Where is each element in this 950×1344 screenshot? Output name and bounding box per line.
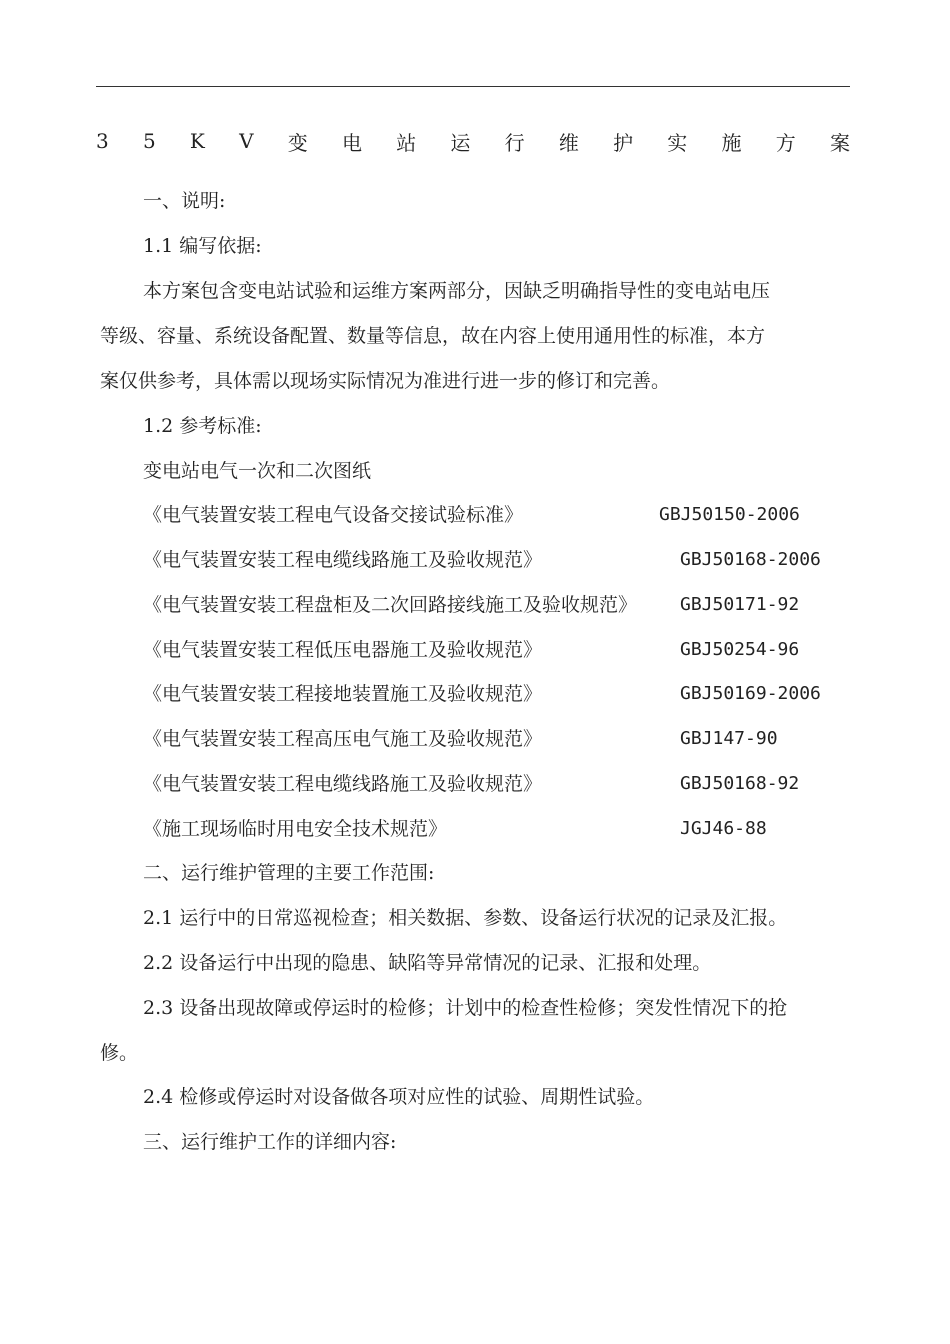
- reference-code: GBJ50168-2006: [680, 549, 821, 570]
- reference-title: 《电气装置安装工程电缆线路施工及验收规范》: [143, 773, 543, 795]
- basis-paragraph-line-2: 等级、容量、系统设备配置、数量等信息，故在内容上使用通用性的标准，本方: [100, 325, 766, 347]
- subsection-1-1-heading: 1.1 编写依据:: [143, 235, 262, 257]
- title-char: 运: [450, 130, 471, 155]
- scope-item-2-3-line-2: 修。: [100, 1042, 139, 1064]
- subsection-1-2-heading: 1.2 参考标准:: [143, 415, 262, 437]
- scope-item-2-2: 2.2 设备运行中出现的隐患、缺陷等异常情况的记录、汇报和处理。: [143, 952, 712, 974]
- reference-title: 《电气装置安装工程高压电气施工及验收规范》: [143, 728, 543, 750]
- title-char: 施: [721, 130, 742, 155]
- reference-code: JGJ46-88: [680, 818, 767, 839]
- section3-heading: 三、运行维护工作的详细内容:: [143, 1131, 397, 1153]
- title-char: 变: [287, 130, 308, 155]
- title-char: K: [189, 129, 205, 153]
- reference-title: 《施工现场临时用电安全技术规范》: [143, 818, 448, 840]
- title-char: 行: [504, 130, 525, 155]
- reference-code: GBJ50171-92: [680, 594, 800, 615]
- reference-code: GBJ50254-96: [680, 639, 800, 660]
- title-char: 站: [396, 130, 417, 155]
- reference-title: 《电气装置安装工程接地装置施工及验收规范》: [143, 683, 543, 705]
- title-char: V: [239, 129, 254, 153]
- reference-title: 《电气装置安装工程电气设备交接试验标准》: [143, 504, 524, 526]
- basis-paragraph-line-1: 本方案包含变电站试验和运维方案两部分，因缺乏明确指导性的变电站电压: [143, 280, 771, 302]
- reference-code: GBJ50168-92: [680, 773, 800, 794]
- title-char: 维: [558, 130, 579, 155]
- scope-item-2-1: 2.1 运行中的日常巡视检查；相关数据、参数、设备运行状况的记录及汇报。: [143, 907, 788, 929]
- basis-paragraph-line-3: 案仅供参考，具体需以现场实际情况为准进行进一步的修订和完善。: [100, 370, 671, 392]
- title-char: 5: [142, 129, 156, 153]
- document-title: [96, 126, 850, 156]
- title-char: 方: [775, 130, 796, 155]
- reference-title: 《电气装置安装工程盘柜及二次回路接线施工及验收规范》: [143, 594, 638, 616]
- title-char: 3: [96, 129, 109, 153]
- reference-code: GBJ50169-2006: [680, 683, 821, 704]
- reference-code: GBJ147-90: [680, 728, 778, 749]
- header-rule: [96, 86, 850, 87]
- reference-title: 《电气装置安装工程低压电器施工及验收规范》: [143, 639, 543, 661]
- scope-item-2-3-line-1: 2.3 设备出现故障或停运时的检修；计划中的检查性检修；突发性情况下的抢: [143, 997, 788, 1019]
- scope-item-2-4: 2.4 检修或停运时对设备做各项对应性的试验、周期性试验。: [143, 1086, 655, 1108]
- title-char: 案: [829, 130, 850, 155]
- title-char: 实: [667, 130, 688, 155]
- section1-heading: 一、说明:: [143, 190, 226, 212]
- title-char: 电: [341, 130, 362, 155]
- title-char: 护: [613, 130, 634, 155]
- section2-heading: 二、运行维护管理的主要工作范围:: [143, 862, 435, 884]
- reference-title: 《电气装置安装工程电缆线路施工及验收规范》: [143, 549, 543, 571]
- reference-code: GBJ50150-2006: [659, 504, 800, 525]
- drawings-line: 变电站电气一次和二次图纸: [143, 460, 372, 482]
